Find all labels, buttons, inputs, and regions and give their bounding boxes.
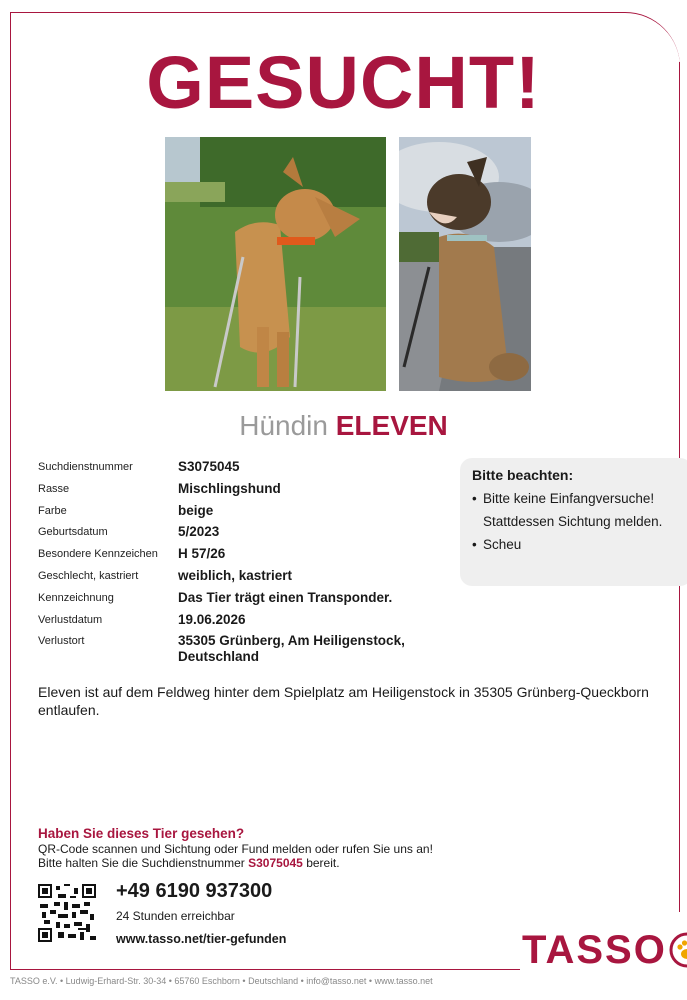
seen-line2	[38, 856, 658, 870]
detail-label: Suchdienstnummer	[38, 461, 133, 473]
detail-value: beige	[178, 502, 214, 518]
notice-list	[472, 487, 680, 556]
detail-value: Das Tier trägt einen Transponder.	[178, 589, 393, 605]
footer-address: TASSO e.V. • Ludwig-Erhard-Str. 30-34 • 65760 Eschborn • Deutschland • info@tasso.net • www.tasso.net	[10, 976, 433, 986]
details-table	[38, 459, 458, 673]
phone-number[interactable]: +49 6190 937300	[116, 880, 273, 902]
seen-heading: Haben Sie dieses Tier gesehen?	[38, 826, 245, 841]
contact-block	[116, 878, 286, 947]
detail-value: S3075045	[178, 459, 240, 474]
detail-label: Geburtsdatum	[38, 526, 108, 539]
qr-code[interactable]	[38, 884, 96, 942]
website-link[interactable]: www.tasso.net/tier-gefunden	[116, 932, 287, 946]
animal-prefix: Hündin	[239, 410, 328, 441]
detail-label: Farbe	[38, 504, 67, 517]
animal-heading	[0, 408, 687, 444]
page-title: GESUCHT!	[146, 41, 541, 124]
detail-label: Kennzeichnung	[38, 591, 114, 604]
detail-value: Mischlingshund	[178, 480, 281, 496]
detail-row	[38, 568, 458, 590]
seen-line2-text-end: bereit.	[302, 856, 340, 870]
dog-photo-road	[399, 137, 531, 391]
detail-value: 35305 Grünberg, Am Heiligenstock, Deutschland	[178, 633, 405, 665]
animal-name: ELEVEN	[335, 410, 448, 441]
page-border-bottom	[10, 969, 520, 970]
detail-value: weiblich, kastriert	[178, 567, 293, 583]
seen-line2-text: Bitte halten Sie die Suchdienstnummer	[38, 856, 249, 870]
hours-text: 24 Stunden erreichbar	[116, 909, 235, 923]
seen-section	[38, 826, 658, 870]
notice-box	[460, 458, 687, 586]
notice-title: Bitte beachten:	[472, 467, 574, 483]
detail-row	[38, 546, 458, 568]
detail-value: H 57/26	[178, 546, 226, 562]
paw-icon	[669, 932, 687, 968]
detail-row	[38, 612, 458, 634]
detail-label: Besondere Kennzeichen	[38, 548, 158, 561]
detail-value: 19.06.2026	[178, 611, 246, 627]
detail-row	[38, 633, 458, 673]
notice-item: • Scheu	[472, 533, 680, 556]
search-number: S3075045	[248, 856, 303, 870]
detail-value: 5/2023	[178, 524, 220, 540]
detail-label: Rasse	[38, 482, 70, 495]
detail-label: Geschlecht, kastriert	[38, 569, 139, 582]
detail-label: Verlustort	[38, 635, 85, 648]
detail-row	[38, 481, 458, 503]
seen-line1: QR-Code scannen und Sichtung oder Fund melden oder rufen Sie uns an!	[38, 842, 433, 856]
tasso-logo	[522, 926, 687, 974]
detail-row	[38, 503, 458, 525]
notice-item: • Bitte keine Einfangversuche! Stattdessen Sichtung melden.	[472, 487, 680, 533]
logo-text: TASSO	[522, 927, 667, 972]
dog-photo-meadow	[165, 137, 386, 391]
detail-row	[38, 524, 458, 546]
detail-row	[38, 459, 458, 481]
detail-label: Verlustdatum	[38, 613, 103, 626]
detail-row	[38, 590, 458, 612]
description: Eleven ist auf dem Feldweg hinter dem Spielplatz am Heiligenstock in 35305 Grünberg-Queckborn entlaufen.	[38, 684, 649, 718]
